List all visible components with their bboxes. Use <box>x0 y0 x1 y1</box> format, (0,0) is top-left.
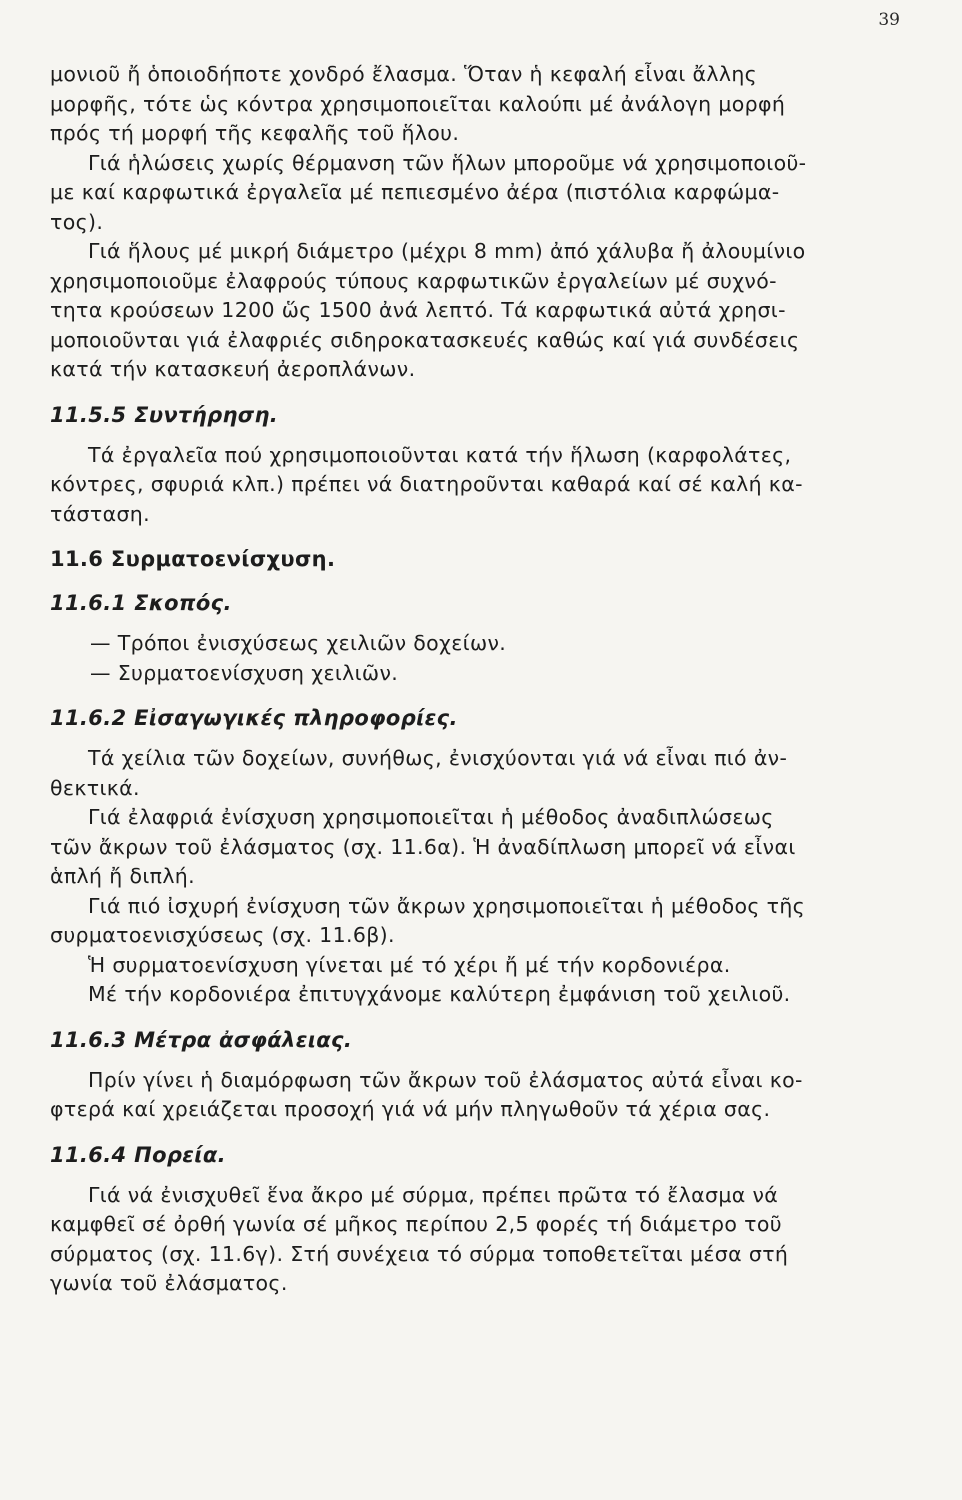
text-line: μονιοῦ ἤ ὁποιοδήποτε χονδρό ἔλασμα. Ὅταν ἡ κεφαλή εἶναι ἄλλης <box>50 62 758 86</box>
section-heading: 11.6 Συρματοενίσχυση. <box>50 547 336 571</box>
text-line: Γιά ἐλαφριά ἐνίσχυση χρησιμοποιεῖται ἡ μέθοδος ἀναδιπλώσεως <box>88 805 774 829</box>
text-line: κατά τήν κατασκευή ἀεροπλάνων. <box>50 357 416 381</box>
text-line: Γιά ἡλώσεις χωρίς θέρμανση τῶν ἥλων μποροῦμε νά χρησιμοποιοῦ- <box>88 150 807 175</box>
text-line: Γιά νά ἐνισχυθεῖ ἕνα ἄκρο μέ σύρμα, πρέπει πρῶτα τό ἔλασμα νά <box>88 1182 779 1207</box>
text-line: Ἡ συρματοενίσχυση γίνεται μέ τό χέρι ἤ μέ τήν κορδονιέρα. <box>88 952 731 977</box>
text-line: τος). <box>50 209 104 234</box>
text-line: θεκτικά. <box>50 775 140 800</box>
text-line: μοποιοῦνται γιά ἐλαφριές σιδηροκατασκευές καθώς καί γιά συνδέσεις <box>50 327 800 352</box>
text-line: ἁπλή ἤ διπλή. <box>50 864 196 888</box>
list-item: — Συρματοενίσχυση χειλιῶν. <box>90 660 399 685</box>
section-heading: 11.6.3 Μέτρα ἀσφάλειας. <box>50 1027 353 1052</box>
section-heading: 11.6.1 Σκοπός. <box>50 591 232 615</box>
text-line: Πρίν γίνει ἡ διαμόρφωση τῶν ἄκρων τοῦ ἐλάσματος αὐτά εἶναι κο- <box>88 1067 803 1092</box>
text-line: μορφῆς, τότε ὡς κόντρα χρησιμοποιεῖται καλούπι μέ ἀνάλογη μορφή <box>50 91 786 116</box>
text-line: πρός τή μορφή τῆς κεφαλῆς τοῦ ἥλου. <box>50 121 460 145</box>
list-item: — Τρόποι ἐνισχύσεως χειλιῶν δοχείων. <box>90 631 507 655</box>
text-line: τῶν ἄκρων τοῦ ἐλάσματος (σχ. 11.6α). Ἡ ἀναδίπλωση μπορεῖ νά εἶναι <box>50 834 796 859</box>
text-line: τάσταση. <box>50 501 151 526</box>
text-line: καμφθεῖ σέ ὀρθή γωνία σέ μῆκος περίπου 2,5 φορές τή διάμετρο τοῦ <box>50 1212 782 1236</box>
text-line: Γιά πιό ἰσχυρή ἐνίσχυση τῶν ἄκρων χρησιμοποιεῖται ἡ μέθοδος τῆς <box>88 893 806 918</box>
text-line: Μέ τήν κορδονιέρα ἐπιτυγχάνομε καλύτερη ἐμφάνιση τοῦ χειλιοῦ. <box>88 982 791 1006</box>
text-line: Τά ἐργαλεῖα πού χρησιμοποιοῦνται κατά τήν ἥλωση (καρφολάτες, <box>88 442 792 467</box>
text-line: με καί καρφωτικά ἐργαλεῖα μέ πεπιεσμένο ἀέρα (πιστόλια καρφώμα- <box>50 180 780 204</box>
text-line: Τά χείλια τῶν δοχείων, συνήθως, ἐνισχύονται γιά νά εἶναι πιό ἀν- <box>88 746 788 770</box>
text-line: τητα κρούσεων 1200 ὥς 1500 ἀνά λεπτό. Τά καρφωτικά αὐτά χρησι- <box>50 298 786 322</box>
text-line: κόντρες, σφυριά κλπ.) πρέπει νά διατηροῦνται καθαρά καί σέ καλή κα- <box>50 472 803 496</box>
section-heading: 11.5.5 Συντήρηση. <box>50 402 279 427</box>
text-line: Γιά ἥλους μέ μικρή διάμετρο (μέχρι 8 mm) ἀπό χάλυβα ἤ ἀλουμίνιο <box>88 239 806 263</box>
text-line: φτερά καί χρειάζεται προσοχή γιά νά μήν πληγωθοῦν τά χέρια σας. <box>50 1097 771 1121</box>
text-line: γωνία τοῦ ἐλάσματος. <box>50 1271 288 1295</box>
body-text <box>50 60 900 1299</box>
text-line: χρησιμοποιοῦμε ἐλαφρούς τύπους καρφωτικῶν ἐργαλείων μέ συχνό- <box>50 268 777 293</box>
text-line: σύρματος (σχ. 11.6γ). Στή συνέχεια τό σύρμα τοποθετεῖται μέσα στή <box>50 1241 789 1266</box>
section-heading: 11.6.4 Πορεία. <box>50 1142 226 1167</box>
text-line: συρματοενισχύσεως (σχ. 11.6β). <box>50 923 395 947</box>
page-number: 39 <box>878 10 900 30</box>
section-heading: 11.6.2 Εἰσαγωγικές πληροφορίες. <box>50 706 458 730</box>
